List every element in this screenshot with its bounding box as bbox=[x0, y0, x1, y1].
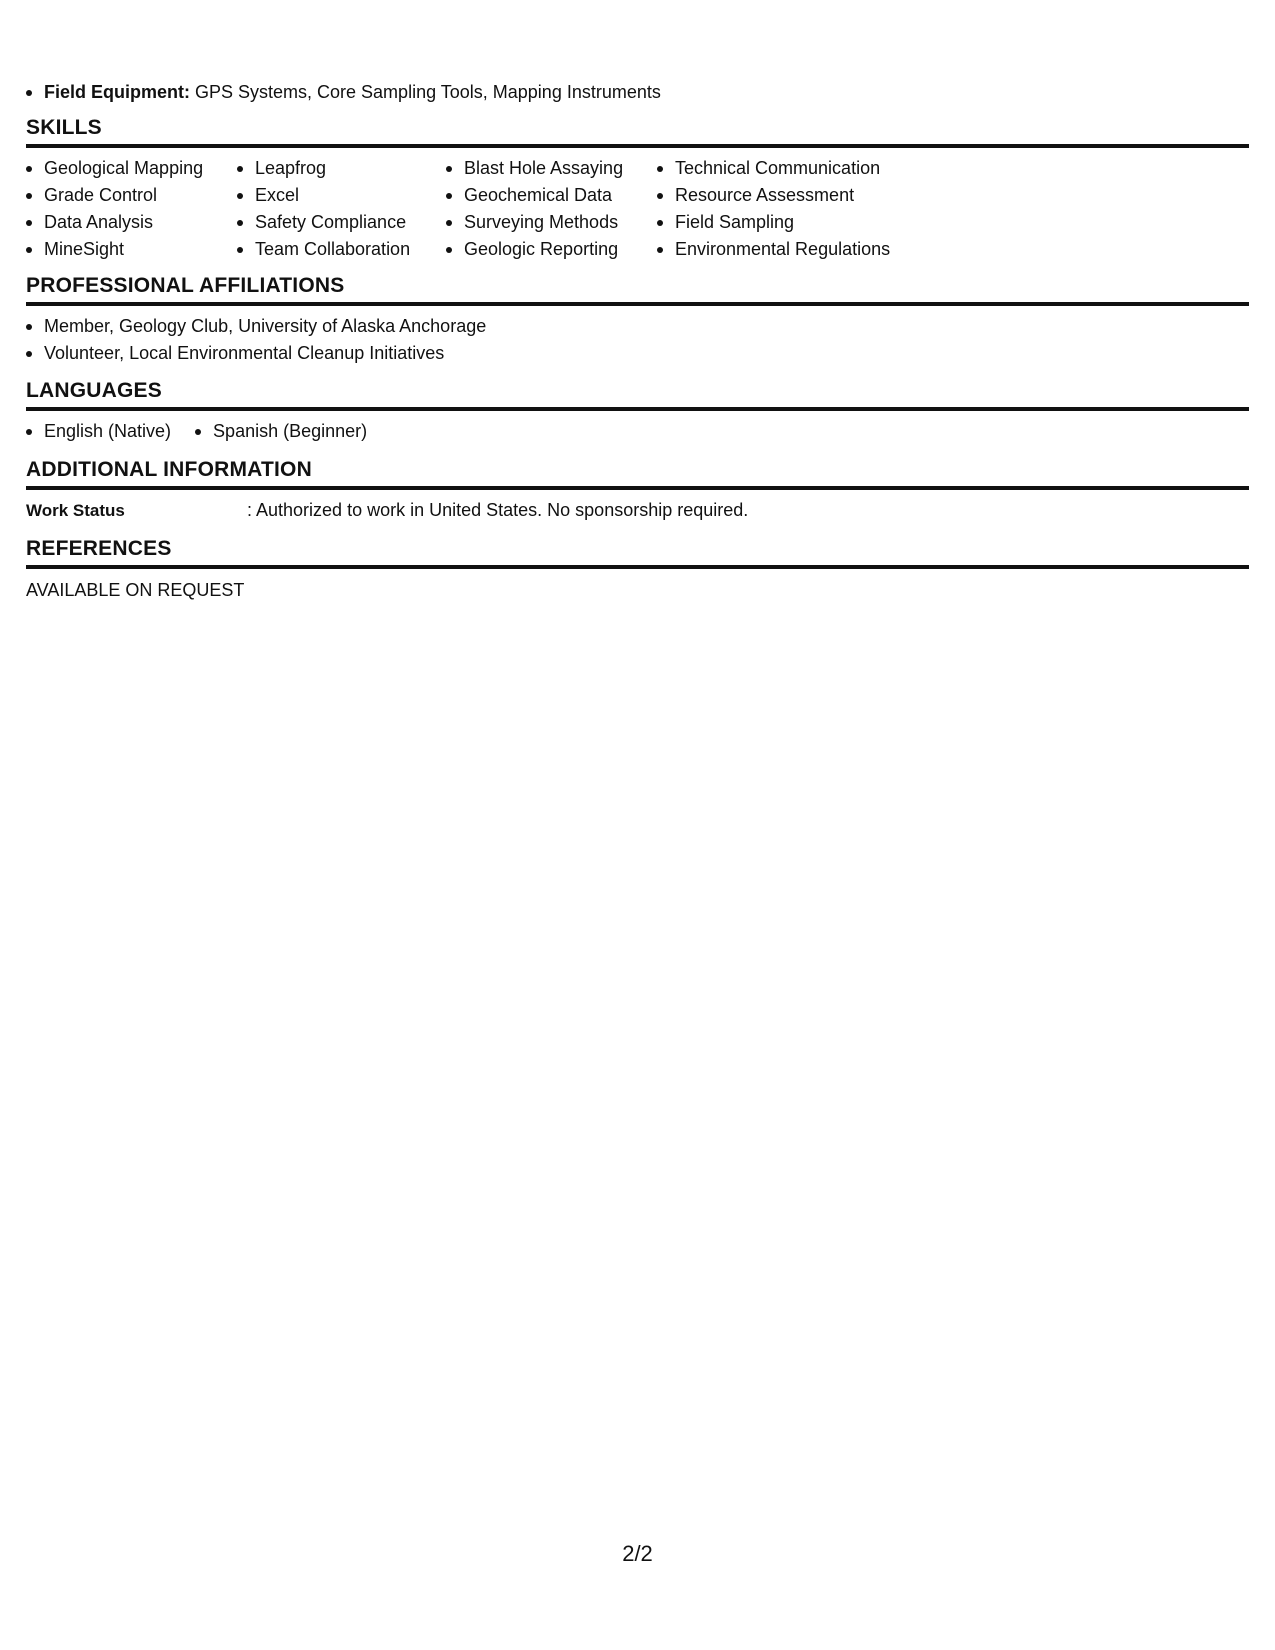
skills-section bbox=[26, 114, 1249, 263]
affiliations-list bbox=[26, 306, 1249, 367]
skill-item: Blast Hole Assaying bbox=[446, 155, 657, 182]
field-equipment-label: Field Equipment: bbox=[44, 82, 190, 102]
resume-page bbox=[26, 0, 1249, 1650]
skill-item: Resource Assessment bbox=[657, 182, 957, 209]
skills-column-4 bbox=[657, 155, 957, 263]
skill-item: Excel bbox=[237, 182, 446, 209]
affiliations-title: PROFESSIONAL AFFILIATIONS bbox=[26, 272, 1249, 306]
affiliation-item: Member, Geology Club, University of Alaska Anchorage bbox=[26, 313, 1249, 340]
skill-item: Leapfrog bbox=[237, 155, 446, 182]
skills-column-1 bbox=[26, 155, 237, 263]
skills-grid bbox=[26, 148, 1249, 263]
references-text: AVAILABLE ON REQUEST bbox=[26, 580, 245, 600]
field-equipment-text: GPS Systems, Core Sampling Tools, Mapping Instruments bbox=[190, 82, 661, 102]
work-status-row bbox=[26, 490, 1249, 524]
skills-column-2 bbox=[237, 155, 446, 263]
languages-title: LANGUAGES bbox=[26, 377, 1249, 411]
work-status-key: Work Status bbox=[26, 501, 125, 520]
field-equipment-list bbox=[26, 79, 661, 106]
additional-info-title: ADDITIONAL INFORMATION bbox=[26, 456, 1249, 490]
field-equipment-item bbox=[26, 79, 661, 106]
skill-item: Field Sampling bbox=[657, 209, 957, 236]
affiliation-item: Volunteer, Local Environmental Cleanup Initiatives bbox=[26, 340, 1249, 367]
affiliations-section bbox=[26, 272, 1249, 367]
references-title: REFERENCES bbox=[26, 535, 1249, 569]
skill-item: Safety Compliance bbox=[237, 209, 446, 236]
skill-item: Geochemical Data bbox=[446, 182, 657, 209]
page-number: 2/2 bbox=[622, 1541, 653, 1566]
skills-title: SKILLS bbox=[26, 114, 1249, 148]
skill-item: Grade Control bbox=[26, 182, 237, 209]
skill-item: Data Analysis bbox=[26, 209, 237, 236]
additional-info-section bbox=[26, 456, 1249, 524]
language-item: Spanish (Beginner) bbox=[195, 418, 367, 445]
skill-item: Technical Communication bbox=[657, 155, 957, 182]
languages-list bbox=[26, 411, 1249, 445]
language-item: English (Native) bbox=[26, 418, 171, 445]
references-section bbox=[26, 535, 1249, 604]
skill-item: Geologic Reporting bbox=[446, 236, 657, 263]
skill-item: Geological Mapping bbox=[26, 155, 237, 182]
skill-item: Environmental Regulations bbox=[657, 236, 957, 263]
languages-section bbox=[26, 377, 1249, 445]
skill-item: Surveying Methods bbox=[446, 209, 657, 236]
work-status-value: : Authorized to work in United States. No sponsorship required. bbox=[247, 500, 749, 520]
skill-item: MineSight bbox=[26, 236, 237, 263]
skill-item: Team Collaboration bbox=[237, 236, 446, 263]
skills-column-3 bbox=[446, 155, 657, 263]
